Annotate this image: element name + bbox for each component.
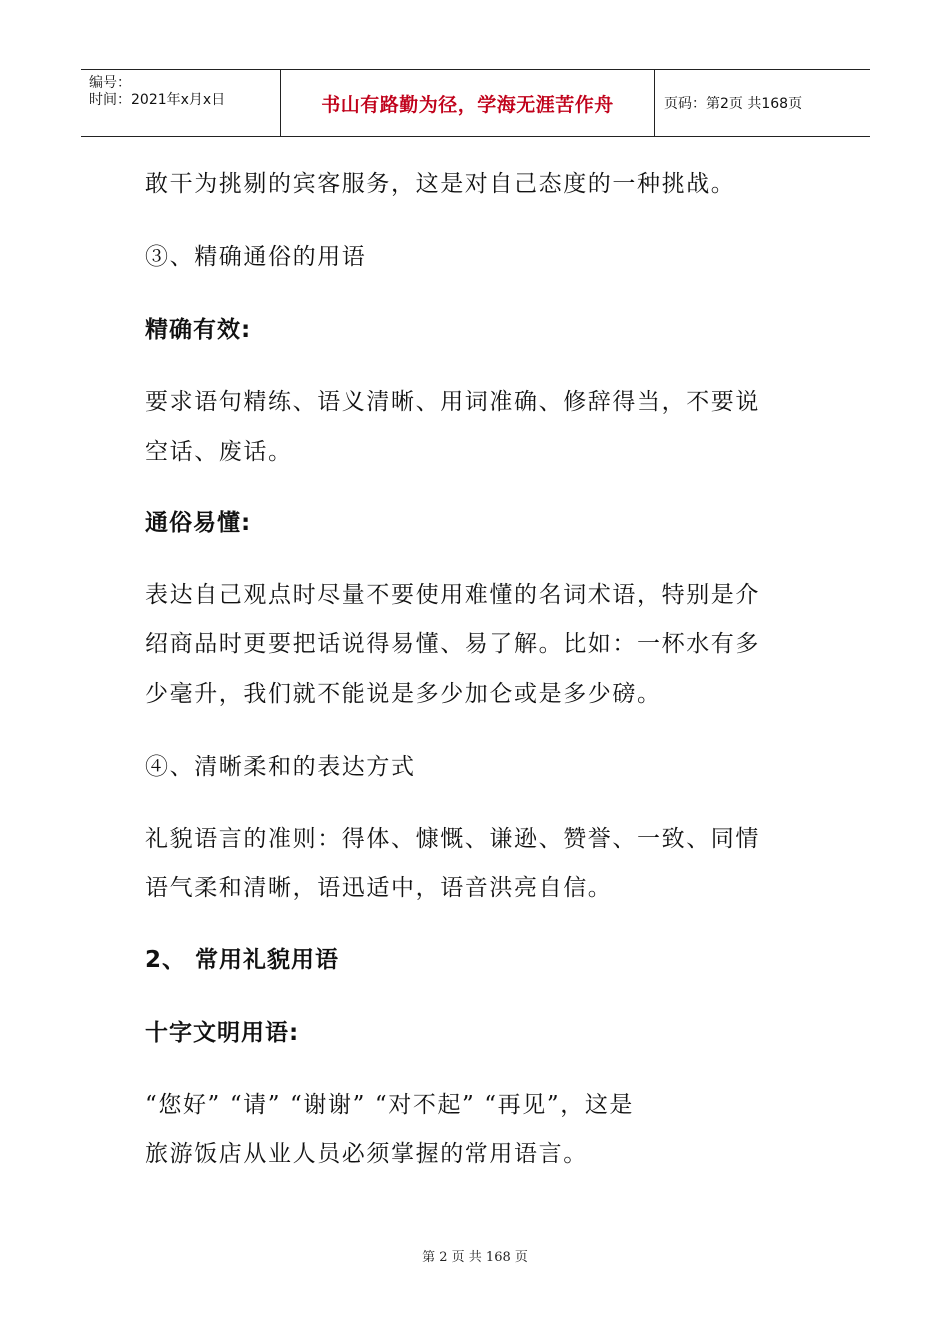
header-page-info: 页码：第2页 共168页: [664, 96, 803, 112]
paragraph-4-line-1: 表达自己观点时尽量不要使用难懂的名词术语，特别是介: [145, 582, 760, 608]
paragraph-3-line-1: 要求语句精练、语义清晰、用词准确、修辞得当，不要说: [145, 389, 760, 415]
paragraph-3-line-2: 空话、废话。: [145, 439, 293, 465]
paragraph-4-line-2: 绍商品时更要把话说得易懂、易了解。比如：一杯水有多: [145, 631, 760, 657]
paragraph-1: 敢干为挑剔的宾客服务，这是对自己态度的一种挑战。: [145, 171, 736, 197]
paragraph-6-line-2: 语气柔和清晰，语迅适中，语音洪亮自信。: [145, 875, 613, 901]
header-motto: 书山有路勤为径，学海无涯苦作舟: [281, 70, 655, 136]
section-heading-3: ③、精确通俗的用语: [145, 244, 367, 270]
page-footer: 第 2 页 共 168 页: [422, 1250, 528, 1265]
paragraph-7-line-2: 旅游饭店从业人员必须掌握的常用语言。: [145, 1141, 588, 1167]
section-heading-2: 2、 常用礼貌用语: [145, 947, 340, 973]
paragraph-7-line-1: “您好” “请” “谢谢” “对不起” “再见”，这是: [145, 1092, 635, 1118]
header-meta-cell: [81, 70, 281, 136]
page-header: [81, 69, 870, 137]
paragraph-4-line-3: 少毫升，我们就不能说是多少加仑或是多少磅。: [145, 681, 662, 707]
subheading-plain: 通俗易懂:: [145, 510, 252, 536]
section-heading-4: ④、清晰柔和的表达方式: [145, 754, 416, 780]
number-label: 编号：: [89, 75, 131, 91]
subheading-precise: 精确有效:: [145, 317, 252, 343]
paragraph-6-line-1: 礼貌语言的准则：得体、慷慨、谦逊、赞誉、一致、同情: [145, 826, 760, 852]
subheading-ten-words: 十字文明用语:: [145, 1020, 300, 1046]
date-label: 时间：2021年x月x日: [89, 92, 226, 108]
